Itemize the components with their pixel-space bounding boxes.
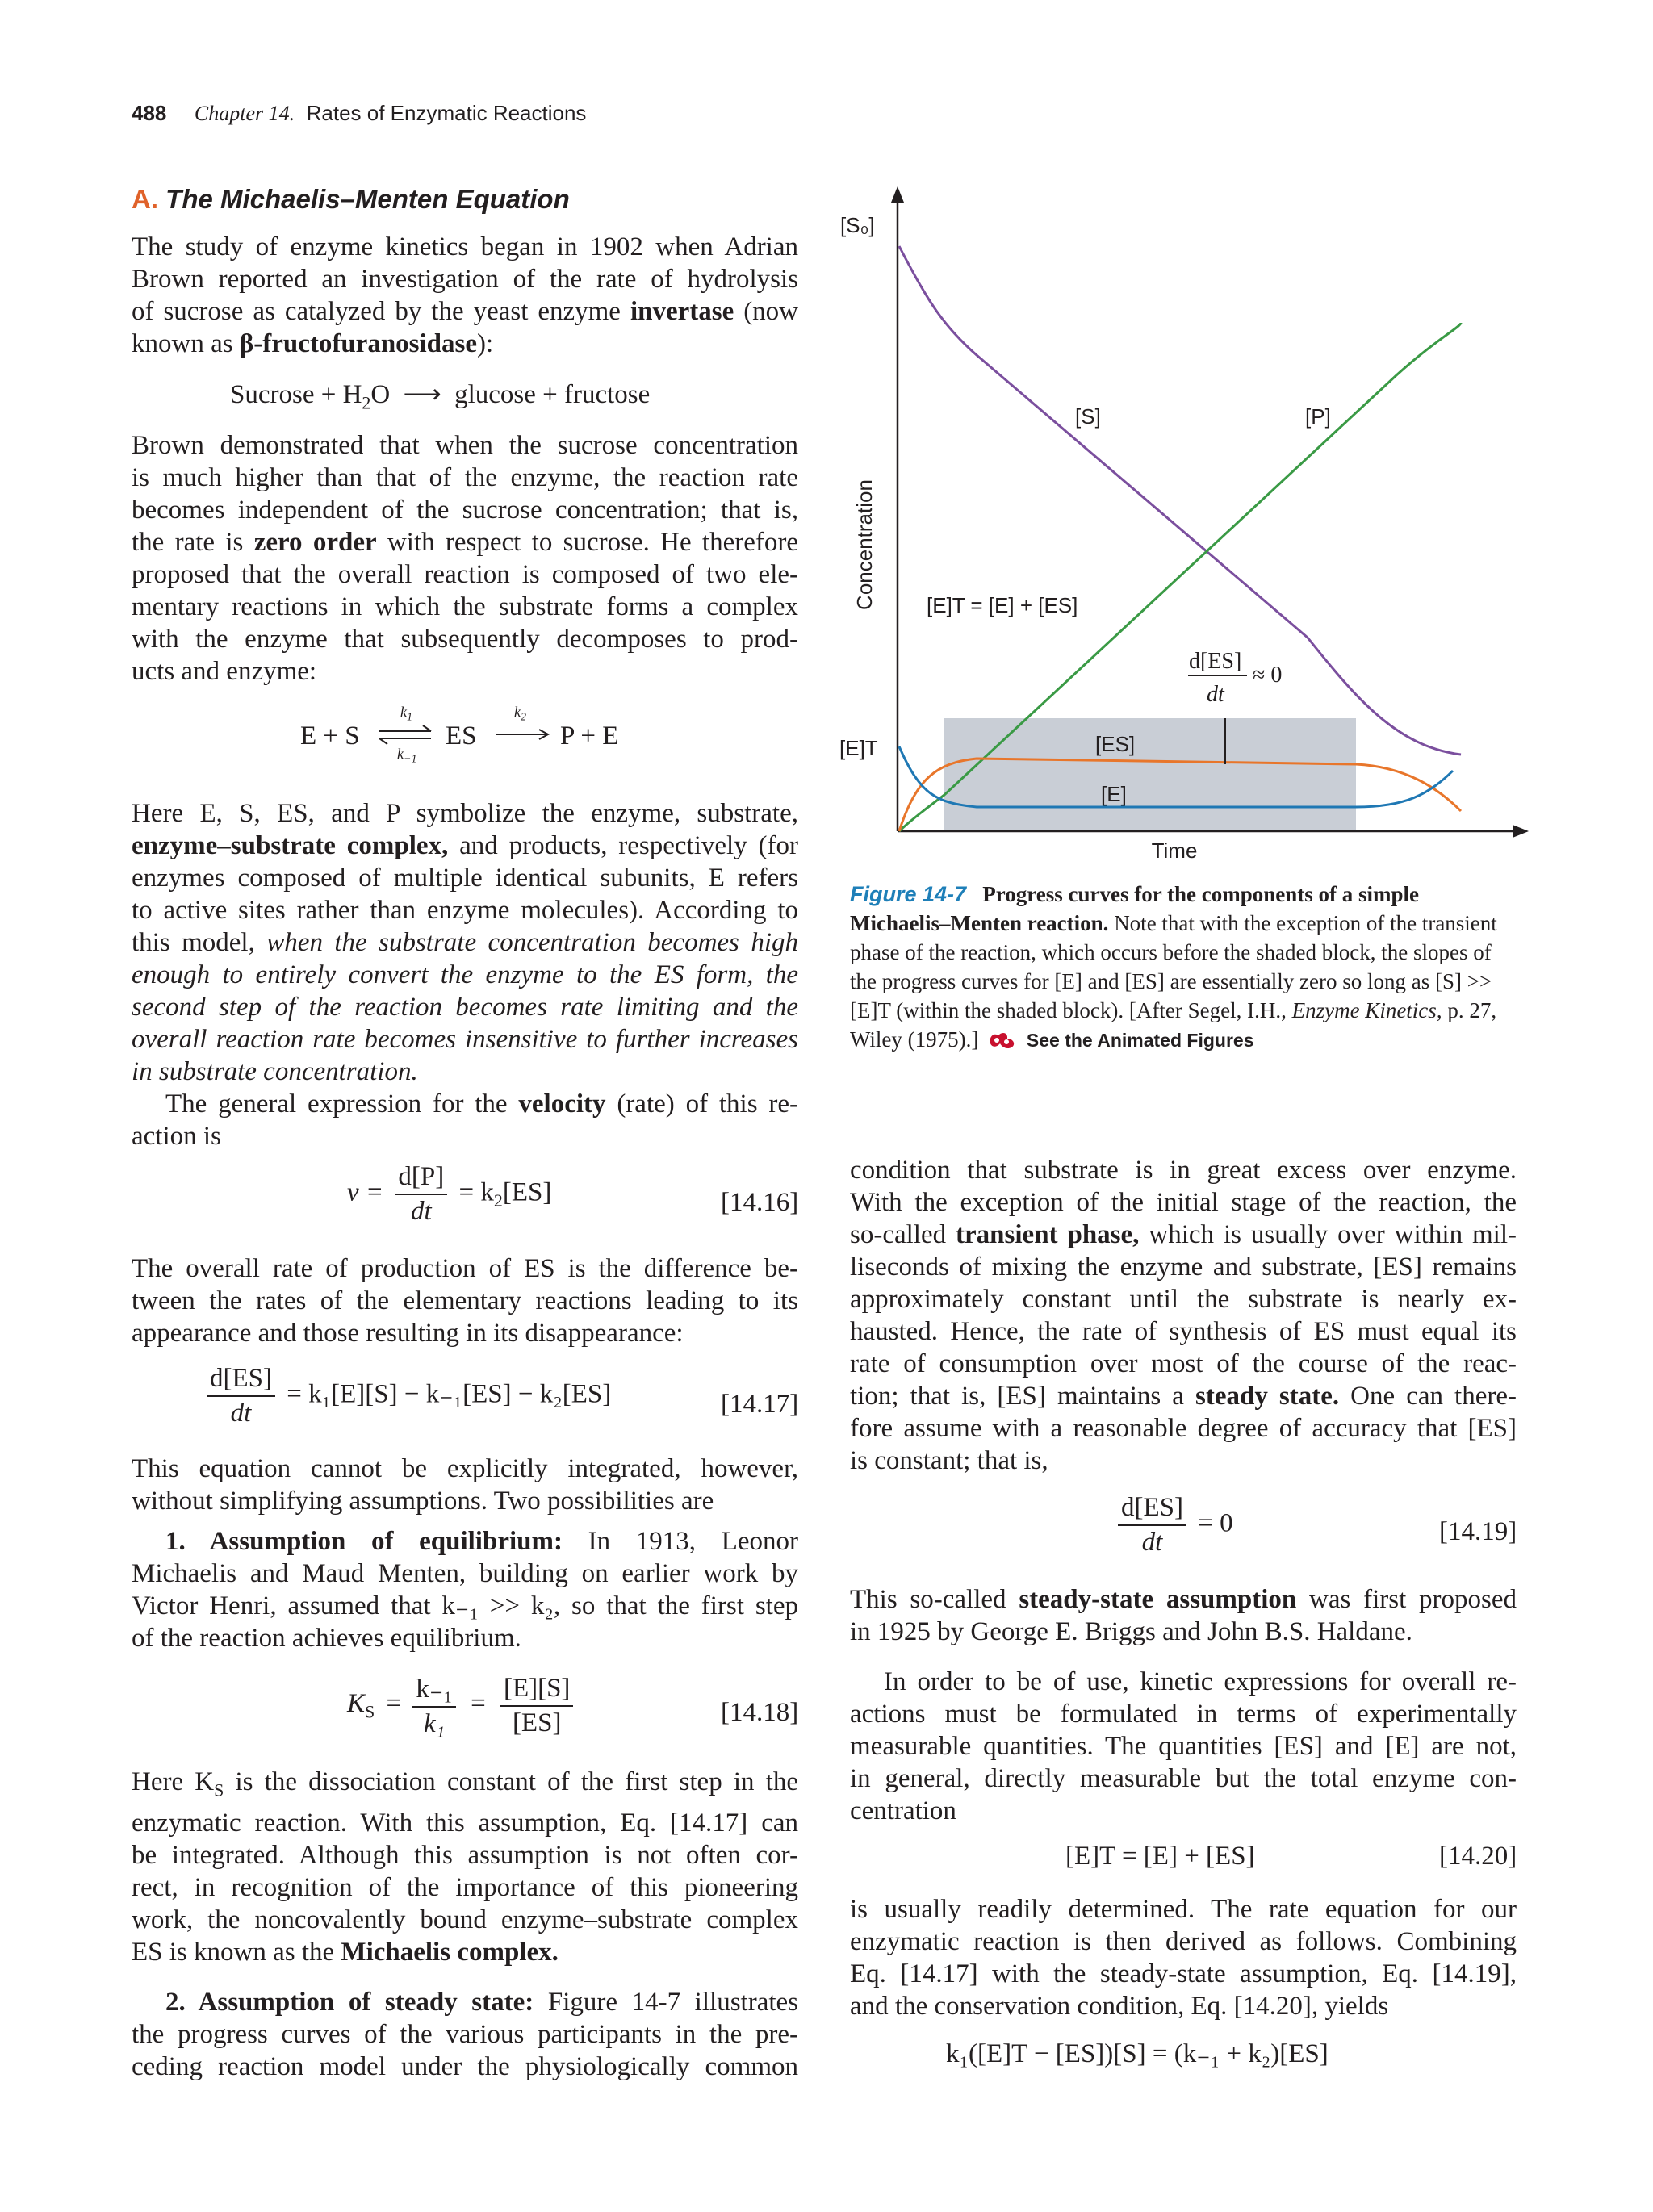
term-es-complex: enzyme–substrate complex, [132, 831, 449, 860]
text-line: proposed that the overall reaction is composed of two ele- [132, 560, 798, 589]
term-steady-state-assumption: steady-state assumption [1019, 1585, 1297, 1614]
term-steady-state: 2. Assumption of steady state: [165, 1987, 534, 2017]
text-line: Victor Henri, assumed that k₋₁ >> k₂, so that the first step [132, 1591, 798, 1620]
term-invertase: invertase [630, 297, 734, 326]
term-fructofuranosidase: β-fructofuranosidase [239, 329, 478, 358]
text-line: This equation cannot be explicitly integrated, however, [132, 1454, 798, 1483]
text-line: The overall rate of production of ES is the difference be- [132, 1254, 798, 1283]
text-line: is constant; that is, [850, 1446, 1048, 1475]
chapter-label: Chapter 14. [194, 102, 295, 125]
text-line: enzymes composed of multiple identical subunits, E refers [132, 863, 798, 893]
running-header [132, 101, 586, 126]
equation-number: [14.19] [1439, 1517, 1517, 1546]
text-line: approximately constant until the substrate is nearly ex- [850, 1285, 1517, 1314]
steady-state-block [944, 718, 1356, 831]
text-line: Eq. [14.17] with the steady-state assumption, Eq. [14.19], [850, 1959, 1517, 1988]
curve-substrate [899, 246, 1461, 755]
text-line: appearance and those resulting in its disappearance: [132, 1319, 684, 1348]
measurable-quantities-paragraph [850, 1666, 1517, 1827]
forward-arrow-icon [494, 728, 550, 741]
p-curve-label: [P] [1305, 404, 1331, 429]
text-line: Here E, S, ES, and P symbolize the enzyme, substrate, [132, 799, 798, 828]
text-line: so-called transient phase, which is usually over within mil- [850, 1220, 1517, 1249]
equilibrium-arrows-icon [378, 723, 433, 746]
des-numerator: d[ES] [1189, 649, 1242, 674]
text-line: ES is known as the Michaelis complex. [132, 1937, 559, 1967]
text-line: ceding reaction model under the physiologically common [132, 2051, 798, 2081]
michaelis-menten-scheme: E + S $k_1$ $k_{-1}$ ES $k_2$ P + E [300, 704, 619, 766]
text-line: ucts and enzyme: [132, 657, 317, 686]
caption-title: Progress curves for the components of a simple Michaelis–Menten reaction. [850, 882, 1419, 935]
text-line: in general, directly measurable but the total enzyme con- [850, 1764, 1517, 1793]
text-line: The study of enzyme kinetics began in 1902 when Adrian [132, 232, 798, 261]
s-curve-label: [S] [1075, 404, 1101, 429]
text-line: condition that substrate is in great excess over enzyme. [850, 1156, 1517, 1185]
text-line: becomes independent of the sucrose concentration; that is, [132, 496, 798, 525]
text-line: rate of consumption over most of the course of the reac- [850, 1349, 1517, 1378]
michaelis-complex-paragraph [132, 1766, 798, 2083]
s0-label: [S₀] [840, 213, 875, 237]
steady-state-paragraph [850, 1154, 1517, 1477]
text-line: of sucrose as catalyzed by the yeast enzyme invertase (now [132, 297, 799, 326]
equation-number: [14.20] [1439, 1842, 1517, 1871]
text-line: without simplifying assumptions. Two possibilities are [132, 1487, 714, 1516]
text-line: 1. Assumption of equilibrium: In 1913, Leonor [165, 1527, 798, 1556]
des-approx-zero: ≈ 0 [1253, 663, 1283, 688]
text-line: tion; that is, [ES] maintains a steady state. One can there- [850, 1382, 1517, 1411]
et-sum-label: [E]T = [E] + [ES] [927, 593, 1078, 617]
overall-rate-paragraph [132, 1252, 798, 1349]
text-line: enzymatic reaction is then derived as follows. Combining [850, 1927, 1517, 1956]
es-curve-label: [ES] [1095, 732, 1136, 756]
equation-number: [14.18] [721, 1698, 799, 1727]
equation-14-19: $\frac{d[ES]}{dt}$ = 0 [1118, 1493, 1233, 1558]
text-line: work, the noncovalently bound enzyme–substrate complex [132, 1905, 798, 1934]
rate-constant-k2: $k_2$ [514, 704, 526, 724]
text-line: The general expression for the velocity (rate) of this re- [165, 1089, 798, 1119]
text-line: measurable quantities. The quantities [ES] and [E] are not, [850, 1732, 1517, 1761]
text-line: the progress curves of the various participants in the pre- [132, 2019, 798, 2049]
text-line: liseconds of mixing the enzyme and substrate, [ES] remains [850, 1252, 1517, 1282]
text-line: the rate is zero order with respect to sucrose. He therefore [132, 528, 799, 557]
text-line: second step of the reaction becomes rate limiting and the [132, 993, 798, 1022]
text-line: mentary reactions in which the substrate forms a complex [132, 592, 798, 621]
text-line: enough to entirely convert the enzyme to the ES form, the [132, 960, 798, 989]
text-line: and the conservation condition, Eq. [14.20], yields [850, 1992, 1389, 2021]
term-velocity: velocity [518, 1089, 606, 1119]
text-line: is usually readily determined. The rate equation for our [850, 1895, 1517, 1924]
text-line: overall reaction rate becomes insensitive to further increases [132, 1025, 798, 1054]
equation-number: [14.17] [721, 1390, 799, 1419]
text-line: action is [132, 1122, 221, 1151]
assumption-history-paragraph [850, 1583, 1517, 1648]
rate-constant-k1: $k_1$ [400, 704, 412, 724]
text-line: Here $K_S$ is the dissociation constant of the first step in the [132, 1767, 798, 1800]
term-michaelis-complex: Michaelis complex. [341, 1937, 559, 1967]
figure-label: Figure 14-7 [850, 882, 967, 906]
text-line: In order to be of use, kinetic expressions for overall re- [884, 1667, 1517, 1696]
text-line: rect, in recognition of the importance of this pioneering [132, 1872, 798, 1902]
intro-paragraph [132, 231, 798, 360]
text-line: known as β-fructofuranosidase): [132, 329, 494, 358]
section-title: The Michaelis–Menten Equation [165, 184, 570, 214]
y-axis-label: Concentration [852, 479, 877, 610]
text-line: enzymatic reaction. With this assumption, Eq. [14.17] can [132, 1808, 798, 1838]
rate-derivation-paragraph [850, 1893, 1517, 2022]
equation-14-17: $\frac{d[ES]}{dt}$ = k₁[E][S] − k₋₁[ES] − k₂[ES] [207, 1364, 611, 1428]
animated-figures-icon[interactable] [987, 1029, 1018, 1050]
text-line: centration [850, 1796, 956, 1825]
sucrose-reaction: Sucrose + $H_2O$ ⟶ glucose + fructose [230, 380, 651, 413]
x-axis-label: Time [1151, 838, 1198, 863]
text-line: fore assume with a reasonable degree of accuracy that [ES] [850, 1414, 1517, 1443]
term-transient-phase: transient phase, [956, 1220, 1140, 1249]
page-number: 488 [132, 101, 167, 125]
text-line: tween the rates of the elementary reactions leading to its [132, 1286, 798, 1315]
text-line: this model, when the substrate concentration becomes high [132, 928, 798, 957]
combined-equation: k₁([E]T − [ES])[S] = (k₋₁ + k₂)[ES] [946, 2039, 1329, 2068]
text-line: Michaelis and Maud Menten, building on earlier work by [132, 1559, 798, 1588]
text-line: in substrate concentration. [132, 1057, 418, 1086]
term-equilibrium: 1. Assumption of equilibrium: [165, 1527, 563, 1556]
text-line: is much higher than that of the enzyme, the reaction rate [132, 463, 798, 492]
model-paragraph [132, 797, 798, 1152]
figure-caption: Figure 14-7 Progress curves for the components of a simple Michaelis–Menten reaction. Note that with the exception of the transient phase of the reaction, which occurs before the shaded block, the slopes of the progress curves for [E] and [ES] are essentially zero so long as [S] >> [E]T (within the shaded block). [After Segel, I.H., Enzyme Kinetics, p. 27, Wiley (1975).] See the Animated Figures [850, 882, 1497, 1052]
text-line: in 1925 by George E. Briggs and John B.S. Haldane. [850, 1617, 1412, 1646]
text-line: hausted. Hence, the rate of synthesis of ES must equal its [850, 1317, 1517, 1346]
reaction-arrow: ⟶ [403, 380, 441, 409]
text-line: With the exception of the initial stage of the reaction, the [850, 1188, 1517, 1217]
text-line: 2. Assumption of steady state: Figure 14-7 illustrates [165, 1987, 798, 2017]
progress-curves-figure [839, 182, 1534, 876]
text-line: be integrated. Although this assumption is not often cor- [132, 1840, 798, 1870]
text-line: to active sites rather than enzyme molecules). According to [132, 896, 798, 925]
term-steady-state-bold: steady state. [1195, 1382, 1340, 1411]
term-zero-order: zero order [253, 528, 377, 557]
chapter-title: Rates of Enzymatic Reactions [306, 101, 587, 125]
equation-14-20: [E]T = [E] + [ES] [1065, 1842, 1255, 1871]
equation-14-16: v = $\frac{d[P]}{dt}$ = $k_2[ES]$ [347, 1162, 552, 1226]
et-label: [E]T [839, 736, 878, 760]
brown-paragraph [132, 429, 798, 688]
x-axis-arrow-icon [1513, 825, 1529, 838]
e-curve-label: [E] [1101, 782, 1127, 806]
text-line: of the reaction achieves equilibrium. [132, 1624, 521, 1653]
text-line: Brown demonstrated that when the sucrose concentration [132, 431, 798, 460]
des-denominator: dt [1207, 682, 1224, 707]
y-axis-arrow-icon [891, 186, 904, 203]
see-animated-figures-link[interactable]: See the Animated Figures [1026, 1030, 1254, 1051]
section-letter: A. [132, 184, 158, 214]
section-heading [132, 184, 570, 215]
rate-constant-k-minus1: $k_{-1}$ [397, 746, 417, 766]
assumptions-paragraph [132, 1453, 798, 1654]
text-line: with the enzyme that subsequently decomposes to prod- [132, 625, 798, 654]
equation-number: [14.16] [721, 1188, 799, 1217]
text-line: actions must be formulated in terms of experimentally [850, 1700, 1517, 1729]
text-line: This so-called steady-state assumption was first proposed [850, 1585, 1517, 1614]
text-line: Brown reported an investigation of the rate of hydrolysis [132, 265, 798, 294]
equation-14-18: $K_S$ = $\frac{\text{k₋₁}}{\text{k₁}}$ = $\frac{[E][S]}{[ES]}$ [347, 1672, 573, 1739]
text-line: enzyme–substrate complex, and products, respectively (for [132, 831, 798, 860]
